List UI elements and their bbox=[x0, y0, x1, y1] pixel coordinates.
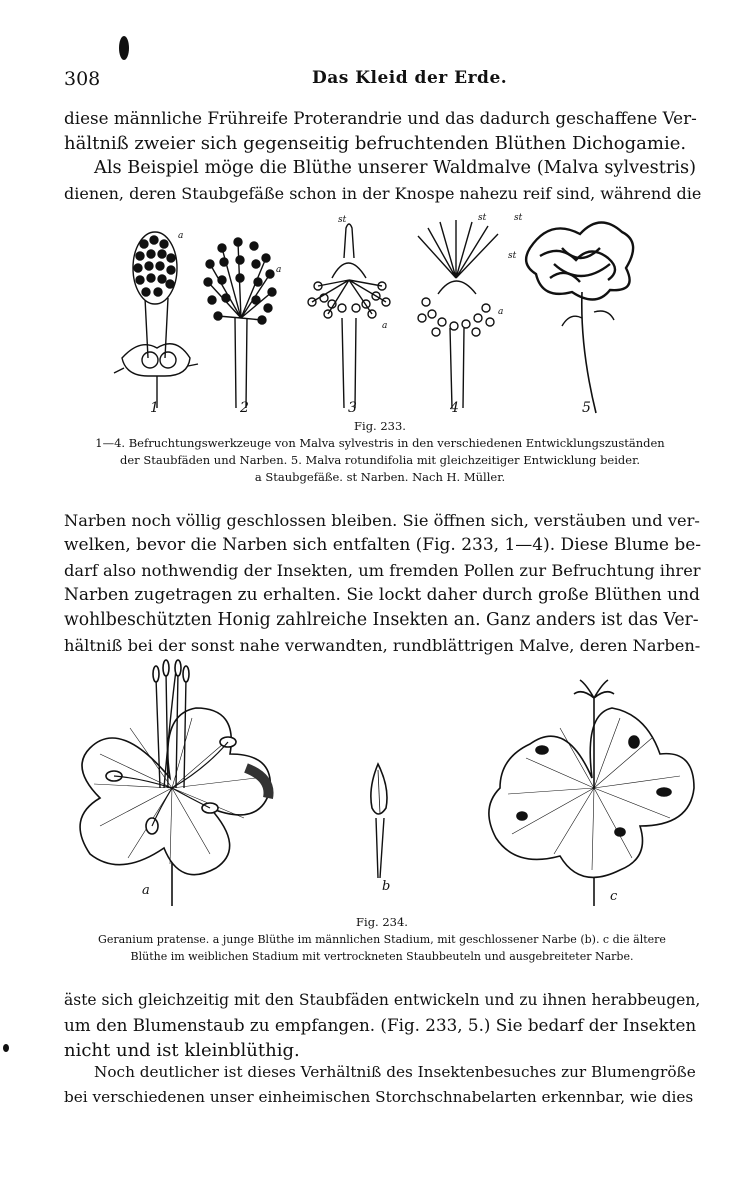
caption-line: 1—4. Befruchtungswerkzeuge von Malva sylvestris in den verschiedenen Entwicklungszuständen bbox=[95, 436, 665, 450]
text-line: Narben noch völlig geschlossen bleiben. Sie öffnen sich, verstäuben und ver- bbox=[64, 511, 700, 530]
text-line: welken, bevor die Narben sich entfalten (Fig. 233, 1—4). Diese Blume be- bbox=[64, 535, 702, 555]
figure-233-illustration bbox=[110, 208, 650, 420]
malva-stamen-column-1 bbox=[114, 232, 198, 408]
caption-line: Geranium pratense. a junge Blüthe im männlichen Stadium, mit geschlossener Narbe (b). c die ältere bbox=[98, 933, 666, 946]
geranium-older-flower-c bbox=[489, 680, 694, 906]
ink-smudge bbox=[119, 36, 129, 60]
figure-233-label-a: a bbox=[276, 265, 282, 275]
text-line: bei verschiedenen unser einheimischen Storchschnabelarten erkennbar, wie dies bbox=[64, 1088, 694, 1106]
figure-234-label-a: a bbox=[142, 883, 150, 898]
caption-line: der Staubfäden und Narben. 5. Malva rotundifolia mit gleichzeitiger Entwicklung beider. bbox=[120, 453, 640, 467]
text-line: darf also nothwendig der Insekten, um fremden Pollen zur Befruchtung ihrer bbox=[64, 561, 701, 580]
ink-smudge bbox=[3, 1044, 9, 1052]
figure-233-label-st: st bbox=[514, 213, 523, 223]
text-line: Narben zugetragen zu erhalten. Sie lockt daher durch große Blüthen und bbox=[64, 585, 700, 605]
text-line: Noch deutlicher ist dieses Verhältniß des Insektenbesuches zur Blumengröße bbox=[94, 1063, 696, 1081]
text-line: dienen, deren Staubgefäße schon in der Knospe nahezu reif sind, während die bbox=[64, 184, 702, 203]
running-title: Das Kleid der Erde. bbox=[312, 68, 508, 88]
figure-233-label-5: 5 bbox=[582, 400, 591, 416]
figure-233-label-st: st bbox=[508, 251, 517, 261]
text-line: nicht und ist kleinblüthig. bbox=[64, 1040, 300, 1061]
figure-233-label-a: a bbox=[178, 231, 184, 241]
text-line: hältniß bei der sonst nahe verwandten, rundblättrigen Malve, deren Narben- bbox=[64, 636, 701, 655]
figure-233-label-st: st bbox=[478, 213, 487, 223]
malva-stamen-column-4 bbox=[418, 220, 498, 408]
paragraph bbox=[64, 1060, 702, 1110]
figure-233-label-1: 1 bbox=[150, 400, 159, 416]
paragraph bbox=[64, 156, 702, 206]
paragraph bbox=[64, 508, 702, 658]
figure-233-label-a: a bbox=[498, 307, 504, 317]
figure-233-caption bbox=[80, 418, 680, 486]
text-line: äste sich gleichzeitig mit den Staubfäden entwickeln und zu ihnen herabbeugen, bbox=[64, 991, 701, 1009]
text-line: wohlbeschützten Honig zahlreiche Insekten an. Ganz anders ist das Ver- bbox=[64, 610, 699, 630]
figure-234-illustration bbox=[60, 658, 710, 908]
figure-234-caption bbox=[64, 914, 700, 965]
text-line: diese männliche Frühreife Proterandrie und das dadurch geschaffene Ver- bbox=[64, 108, 697, 128]
paragraph bbox=[64, 106, 702, 156]
figure-number: Fig. 234. bbox=[356, 915, 408, 929]
figure-233-label-a: a bbox=[382, 321, 388, 331]
figure-233-label-3: 3 bbox=[348, 400, 357, 416]
caption-line: Blüthe im weiblichen Stadium mit vertrockneten Staubbeuteln und ausgebreiteter Narbe. bbox=[130, 950, 634, 963]
caption-line: a Staubgefäße. st Narben. Nach H. Müller. bbox=[254, 470, 506, 484]
geranium-closed-stigma-b bbox=[371, 764, 387, 878]
figure-233-label-st: st bbox=[338, 215, 347, 225]
text-line: um den Blumenstaub zu empfangen. (Fig. 233, 5.) Sie bedarf der Insekten bbox=[64, 1015, 697, 1035]
text-line: hältniß zweier sich gegenseitig befruchtenden Blüthen Dichogamie. bbox=[64, 133, 687, 154]
figure-234-label-c: c bbox=[610, 889, 618, 904]
figure-233-label-4: 4 bbox=[450, 400, 459, 416]
figure-number: Fig. 233. bbox=[354, 419, 406, 433]
malva-stamen-column-3 bbox=[308, 224, 390, 408]
geranium-young-flower-a bbox=[80, 660, 270, 906]
malva-rotundifolia-column-5 bbox=[526, 222, 633, 413]
text-line: Als Beispiel möge die Blüthe unserer Waldmalve (Malva sylvestris) bbox=[94, 158, 697, 178]
malva-stamen-column-2 bbox=[204, 238, 276, 408]
paragraph bbox=[64, 988, 702, 1063]
page-number: 308 bbox=[64, 68, 101, 90]
figure-234-label-b: b bbox=[382, 879, 391, 894]
figure-233-label-2: 2 bbox=[240, 400, 249, 416]
